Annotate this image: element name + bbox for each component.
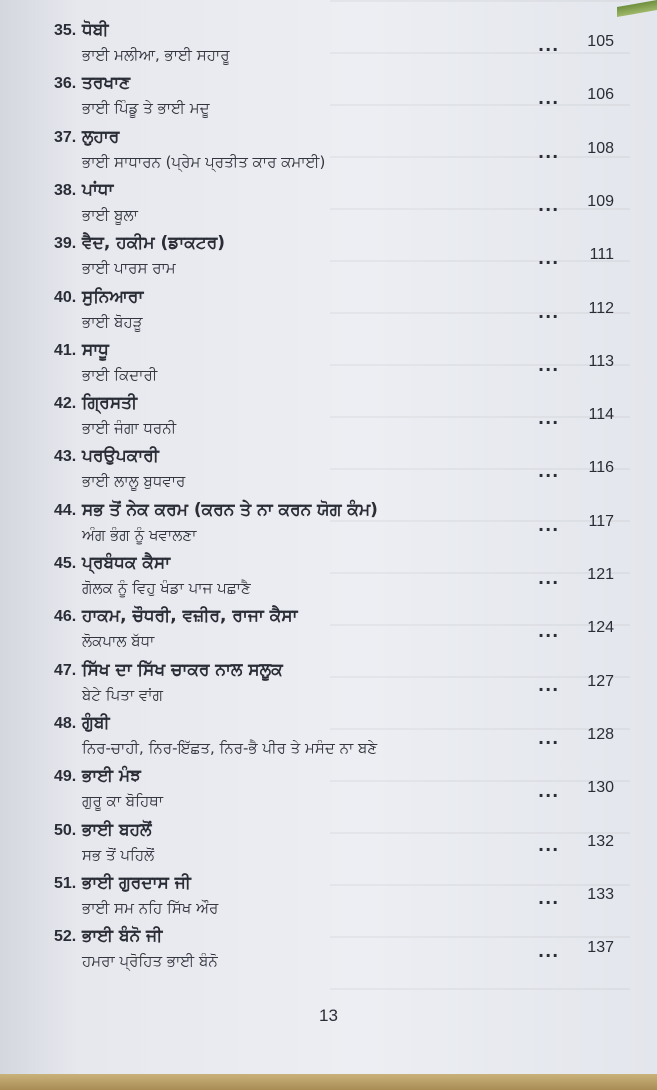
toc-entry <box>54 75 614 127</box>
toc-entry <box>54 286 614 341</box>
entry-subtitle: ਭਾਈ ਸਮ ਨਹਿ ਸਿੱਖ ਔਰ <box>82 898 219 917</box>
entry-title: ਗੁੰਬੀ <box>82 712 110 733</box>
toc-entry <box>54 235 614 287</box>
toc-entry <box>54 126 614 181</box>
entry-page: 130 <box>587 779 614 797</box>
entry-title: ਵੈਦ, ਹਕੀਮ (ਡਾਕਟਰ) <box>82 233 226 254</box>
entry-page: 133 <box>587 885 614 903</box>
entry-page: 124 <box>587 619 614 637</box>
toc-entry <box>54 179 614 234</box>
entry-subtitle: ਲੋਕਪਾਲ ਬੱਧਾ <box>82 632 155 651</box>
leader-dots: ... <box>538 195 560 215</box>
leader-dots: ... <box>538 782 560 802</box>
entry-subtitle: ਬੇਟੇ ਪਿਤਾ ਵਾਂਗ <box>82 685 163 704</box>
entry-page: 132 <box>587 832 614 850</box>
leader-dots: ... <box>538 728 560 748</box>
entry-page: 105 <box>587 33 614 50</box>
entry-number: 50. <box>54 821 77 839</box>
leader-dots: ... <box>538 462 560 482</box>
entry-title: ਸਭ ਤੋਂ ਨੇਕ ਕਰਮ (ਕਰਨ ਤੇ ਨਾ ਕਰਨ ਯੋਗ ਕੰਮ) <box>82 499 378 520</box>
entry-page: 111 <box>589 246 614 264</box>
entry-number: 48. <box>54 714 77 732</box>
entry-page: 117 <box>588 512 614 530</box>
entry-title: ਲੁਹਾਰ <box>82 126 120 147</box>
leader-dots: ... <box>538 302 560 322</box>
toc-entry <box>54 928 614 980</box>
leader-dots: ... <box>538 409 560 429</box>
page-bottom-edge <box>0 1074 657 1090</box>
entry-title: ਧੋਬੀ <box>82 20 109 40</box>
entry-title: ਪ੍ਰਬੰਧਕ ਕੈਸਾ <box>82 553 171 573</box>
entry-number: 43. <box>54 448 77 466</box>
entry-page: 128 <box>587 725 614 743</box>
entry-subtitle: ਨਿਰ-ਚਾਹੀ, ਨਿਰ-ਇੱਛਤ, ਨਿਰ-ਭੈ ਪੀਰ ਤੇ ਮਸੰਦ ਨਾ ਬਣੇ <box>82 738 378 757</box>
leader-dots: ... <box>538 249 560 269</box>
leader-dots: ... <box>538 675 560 695</box>
entry-subtitle: ਭਾਈ ਬੋਹੜੂ <box>82 312 143 331</box>
toc-entry <box>54 395 614 447</box>
entry-subtitle: ਹਮਰਾ ਪ੍ਰੋਹਿਤ ਭਾਈ ਬੰਨੋ <box>82 952 218 971</box>
toc-entry <box>54 819 614 874</box>
entry-title: ਭਾਈ ਬੰਨੋ ਜੀ <box>82 926 163 947</box>
entry-subtitle: ਅੰਗ ਭੰਗ ਨੂੰ ਖਵਾਲਣਾ <box>82 525 197 544</box>
entry-number: 38. <box>54 181 77 199</box>
entry-number: 40. <box>54 288 77 306</box>
entry-page: 127 <box>587 672 614 690</box>
entry-page: 121 <box>587 566 614 583</box>
entry-title: ਭਾਈ ਗੁਰਦਾਸ ਜੀ <box>82 872 191 893</box>
entry-page: 116 <box>588 459 614 477</box>
leader-dots: ... <box>538 622 560 642</box>
entry-title: ਹਾਕਮ, ਚੌਧਰੀ, ਵਜ਼ੀਰ, ਰਾਜਾ ਕੈਸਾ <box>82 606 298 627</box>
toc-entry <box>54 659 614 714</box>
entry-subtitle: ਭਾਈ ਮਲੀਆ, ਭਾਈ ਸਹਾਰੂ <box>82 46 230 64</box>
leader-dots: ... <box>538 515 560 535</box>
toc-entry <box>54 555 614 607</box>
entry-page: 113 <box>588 352 614 370</box>
entry-number: 37. <box>54 128 77 146</box>
toc-entry <box>54 22 614 74</box>
entry-subtitle: ਗੋਲਕ ਨੂੰ ਵਿਹੁ ਖੰਡਾ ਪਾਜ ਪਛਾਣੈ <box>82 579 251 597</box>
entry-number: 52. <box>54 928 77 946</box>
entry-subtitle: ਸਭ ਤੋਂ ਪਹਿਲੋਂ <box>82 845 155 864</box>
leader-dots: ... <box>538 835 560 855</box>
leader-dots: ... <box>538 888 560 908</box>
entry-title: ਸਾਧੂ <box>82 339 109 360</box>
entry-number: 49. <box>54 768 77 786</box>
entry-number: 41. <box>54 341 77 359</box>
entry-title: ਭਾਈ ਮੰਝ <box>82 766 141 787</box>
entry-number: 39. <box>54 235 77 253</box>
entry-number: 44. <box>54 501 77 519</box>
entry-number: 42. <box>54 395 77 413</box>
entry-number: 35. <box>54 22 77 39</box>
entry-page: 108 <box>587 139 614 157</box>
entry-subtitle: ਭਾਈ ਕਿਦਾਰੀ <box>82 365 158 384</box>
leader-dots: ... <box>538 355 560 375</box>
entry-page: 106 <box>587 86 614 104</box>
toc-entry <box>54 608 614 660</box>
leader-dots: ... <box>538 142 560 162</box>
entry-page: 112 <box>588 299 614 317</box>
entry-title: ਸੁਨਿਆਰਾ <box>82 286 144 307</box>
leader-dots: ... <box>538 569 560 588</box>
entry-subtitle: ਭਾਈ ਪਾਰਸ ਰਾਮ <box>82 259 176 278</box>
entry-title: ਪਰਉਪਕਾਰੀ <box>82 446 159 467</box>
entry-subtitle: ਭਾਈ ਪਿੰਡੂ ਤੇ ਭਾਈ ਮਦੂ <box>82 99 210 118</box>
toc-entry <box>54 768 614 820</box>
entry-title: ਤਰਖਾਣ <box>82 73 131 94</box>
toc-entry <box>54 499 614 554</box>
entry-subtitle: ਭਾਈ ਲਾਲੂ ਬੁਧਵਾਰ <box>82 472 186 491</box>
entry-page: 137 <box>587 939 614 957</box>
toc-entry <box>54 448 614 500</box>
entry-title: ਗ੍ਰਿਸਤੀ <box>82 393 138 414</box>
entry-number: 46. <box>54 608 77 626</box>
entry-subtitle: ਭਾਈ ਸਾਧਾਰਨ (ਪ੍ਰੇਮ ਪ੍ਰਤੀਤ ਕਾਰ ਕਮਾਈ) <box>82 152 326 171</box>
page-number: 13 <box>319 1006 338 1025</box>
toc-entry <box>54 712 614 767</box>
leader-dots: ... <box>538 36 560 55</box>
entry-title: ਸਿੱਖ ਦਾ ਸਿੱਖ ਚਾਕਰ ਨਾਲ ਸਲੂਕ <box>82 659 283 680</box>
leader-dots: ... <box>538 942 560 962</box>
entry-subtitle: ਭਾਈ ਜੰਗਾ ਧਰਨੀ <box>82 419 177 438</box>
entry-subtitle: ਗੁਰੂ ਕਾ ਬੋਹਿਥਾ <box>82 792 163 811</box>
entry-page: 109 <box>587 192 614 210</box>
toc-entry <box>54 872 614 927</box>
entry-title: ਪਾਂਧਾ <box>82 179 114 200</box>
leader-dots: ... <box>538 89 560 109</box>
entry-number: 51. <box>54 874 77 892</box>
entry-number: 36. <box>54 75 77 93</box>
entry-title: ਭਾਈ ਬਹਲੋਂ <box>82 819 152 840</box>
entry-number: 45. <box>54 555 77 572</box>
entry-subtitle: ਭਾਈ ਬੂਲਾ <box>82 205 138 224</box>
entry-page: 114 <box>588 406 614 424</box>
toc-entry <box>54 339 614 394</box>
entry-number: 47. <box>54 661 77 679</box>
